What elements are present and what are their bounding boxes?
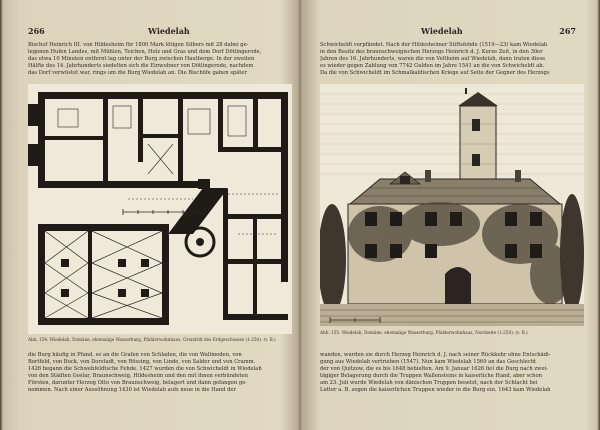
text-line: der von Quitzow, die es bis 1648 behielten. Am 9. Januar 1626 fiel die Burg nach zwei- bbox=[320, 366, 548, 373]
castle-engraving bbox=[320, 84, 584, 326]
text-line: gung aus Wiedelah vertrieben (1547). Nun kam Wiedelah 1569 an das Geschlecht bbox=[320, 359, 537, 366]
text-line: Hälfte des 14. Jahrhunderts siedelten sich die Einwohner von Dötlingerode, nachdem bbox=[28, 63, 254, 70]
floor-plan-drawing bbox=[28, 84, 292, 334]
paragraph-top bbox=[320, 42, 582, 77]
text-line: das Dorf verwüstet war, rings um die Burg Wiedelah an. Die Bischöfe gaben später bbox=[28, 70, 247, 77]
text-line: wanden, wurden sie durch Herzog Heinrich d. J. nach seiner Rückkehr ohne Entschädi- bbox=[320, 352, 551, 358]
figure-caption: Abb. 154. Wiedelah, Domäne, ehemalige Wasserburg, Pfahlerwohnhaus, Grundriß des Erdgeschosses (1:250). (v. B.) bbox=[28, 337, 276, 342]
figure-caption: Abb. 155. Wiedelah, Domäne, ehemalige Wasserburg, Pfahlerwohnhaus, Nordseite (1:250). (v. B.) bbox=[320, 330, 528, 335]
paragraph-top bbox=[28, 42, 290, 77]
running-title: Wiedelah bbox=[421, 26, 463, 36]
page-number: 267 bbox=[559, 26, 576, 36]
text-line: tägiger Belagerung durch die Truppen Wallensteins in kaiserliche Hand, aber schon bbox=[320, 373, 542, 380]
right-page bbox=[306, 0, 590, 430]
text-line: Lutter a. B. zogen die kaiserlichen Truppen wieder in die Burg ein. 1643 kam Wiedelah bbox=[320, 387, 551, 394]
text-line: Jahren des 16. Jahrhunderts, waren die von Veltheim auf Wiedelah, dann traten diese bbox=[320, 56, 546, 63]
text-line: es wieder gegen Zahlung von 7742 Gulden im Jahre 1541 an die von Schwicheldt ab. bbox=[320, 63, 545, 70]
paragraph-bottom bbox=[320, 352, 584, 395]
text-line: Fürsten, darunter Herzog Otto von Braunschweig, belagert und dann gefangen ge- bbox=[28, 380, 248, 387]
floor-plan-figure bbox=[28, 84, 292, 334]
text-line: Schwicheldt verpfändet. Nach der Hildesheimer Stiftsfehde (1519—23) kam Wiedelah bbox=[320, 42, 548, 48]
paragraph-bottom bbox=[28, 352, 290, 395]
text-line: von den Städten Goslar, Braunschweig, Hildesheim und den mit ihnen verbündeten bbox=[28, 373, 248, 380]
castle-elevation-figure bbox=[320, 84, 584, 326]
text-line: nommen. Nach einer Aussöhnung 1430 ist Wiedelah aufs neue in die Hand der bbox=[28, 387, 236, 394]
page-number: 266 bbox=[28, 26, 45, 36]
text-line: Da die von Schwicheldt im Schmalkaldischen Kriege auf Seite der Gegner des Herzogs bbox=[320, 70, 550, 77]
text-line: Bischof Heinrich III. von Hildesheim für 1800 Mark lötigen Silbers mit 28 dabei ge- bbox=[28, 42, 249, 48]
left-page bbox=[8, 0, 290, 430]
text-line: die Burg häufig in Pfand, so an die Grafen von Schladen, die von Wallmoden, von bbox=[28, 352, 242, 358]
text-line: am 23. Juli wurde Wiedelah von dänischen Truppen besetzt, nach der Schlacht bei bbox=[320, 380, 538, 387]
running-title: Wiedelah bbox=[148, 26, 190, 36]
text-line: in den Besitz des braunschweigischen Herzogs Heinrich d. J. Kurze Zeit, in den 30er bbox=[320, 49, 543, 56]
text-line: 1426 begann die Schwehfeldtsche Fehde. 1427 wurden die von Schwicheldt in Wiedelah bbox=[28, 366, 262, 373]
text-line: legenen Hufen Landes, mit Mühlen, Teichen, Holz und Gras und dem Dorf Dötlingerode, bbox=[28, 49, 262, 56]
text-line: Bortfeld, von Bock, von Dorstadt, von Rössing, von Linde, von Salder und von Cramm. bbox=[28, 359, 256, 366]
text-line: das etwa 10 Minuten entfernt lag unter der Burg zwischen Hautberge. In der zweiten bbox=[28, 56, 255, 63]
